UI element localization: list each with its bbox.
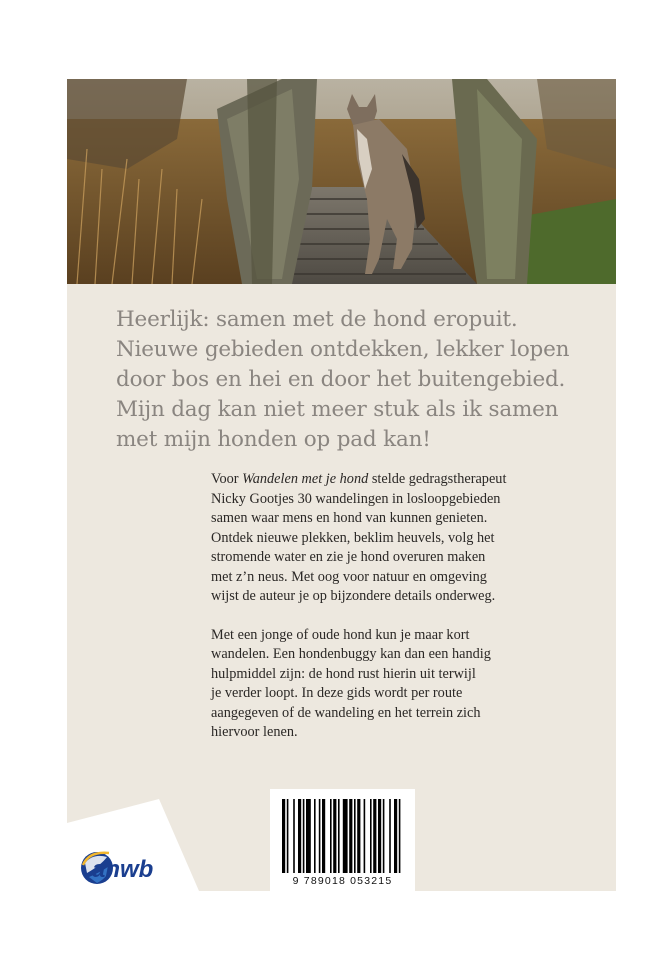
- barcode-bar: [378, 799, 381, 873]
- barcode-bar: [330, 799, 332, 873]
- body-text: Voor: [211, 471, 243, 487]
- quote-line: Heerlijk: samen met de hond eropuit.: [116, 307, 518, 332]
- body-line: samen waar mens en hond van kunnen genieten.: [211, 510, 488, 526]
- paragraph-gap: [211, 607, 571, 626]
- barcode-bar: [298, 799, 301, 873]
- quote-line: door bos en hei en door het buitengebied.: [116, 367, 566, 392]
- body-text: stelde gedragstherapeut: [368, 471, 507, 487]
- body-line: wijst de auteur je op bijzondere details onderweg.: [211, 588, 496, 604]
- barcode-bar: [357, 799, 360, 873]
- barcode-bar: [319, 799, 321, 873]
- body-line: Nicky Gootjes 30 wandelingen in losloopgebieden: [211, 490, 501, 507]
- barcode-bar: [383, 799, 385, 873]
- pull-quote: [116, 305, 596, 455]
- barcode-bar: [354, 799, 356, 873]
- barcode: [270, 789, 415, 891]
- barcode-bar: [338, 799, 340, 873]
- book-title: Wandelen met je hond: [242, 471, 369, 487]
- barcode-bar: [303, 799, 305, 873]
- body-line: Met een jonge of oude hond kun je maar kort: [211, 626, 470, 643]
- description-text: [211, 470, 571, 743]
- cover-photo-dog-on-bridge: [67, 79, 616, 284]
- anwb-logo-mark: [79, 843, 169, 889]
- body-line: stromende water en zie je hond overuren maken: [211, 549, 486, 565]
- quote-line: met mijn honden op pad kan!: [116, 427, 431, 452]
- barcode-bar: [287, 799, 289, 873]
- barcode-bar: [389, 799, 391, 873]
- barcode-bar: [399, 799, 401, 873]
- barcode-bar: [333, 799, 336, 873]
- barcode-bar: [314, 799, 316, 873]
- barcode-bar: [373, 799, 376, 873]
- isbn-digits: 9 789018 053215: [292, 875, 393, 887]
- body-line: hiervoor lenen.: [211, 724, 298, 740]
- barcode-bar: [322, 799, 325, 873]
- body-line: hulpmiddel zijn: de hond rust hierin uit terwijl: [211, 665, 476, 682]
- barcode-bar: [349, 799, 352, 873]
- barcode-bar: [364, 799, 366, 873]
- barcode-bars: [270, 789, 415, 875]
- barcode-bar: [370, 799, 372, 873]
- body-line: Ontdek nieuwe plekken, beklim heuvels, volg het: [211, 529, 495, 546]
- quote-line: Nieuwe gebieden ontdekken, lekker lopen: [116, 337, 570, 362]
- logo-text: anwb: [92, 856, 154, 883]
- body-line: je verder loopt. In deze gids wordt per route: [211, 685, 463, 701]
- anwb-logo: [79, 843, 169, 889]
- back-cover: [67, 79, 616, 891]
- barcode-bar: [282, 799, 285, 873]
- barcode-bar: [306, 799, 311, 873]
- body-line: wandelen. Een hondenbuggy kan dan een handig: [211, 646, 491, 662]
- quote-line: Mijn dag kan niet meer stuk als ik samen: [116, 397, 559, 422]
- barcode-bar: [293, 799, 295, 873]
- body-line: met z’n neus. Met oog voor natuur en omgeving: [211, 568, 487, 585]
- barcode-bar: [394, 799, 397, 873]
- body-line: [211, 470, 571, 490]
- barcode-bar: [343, 799, 348, 873]
- body-line: aangegeven of de wandeling en het terrein zich: [211, 704, 481, 721]
